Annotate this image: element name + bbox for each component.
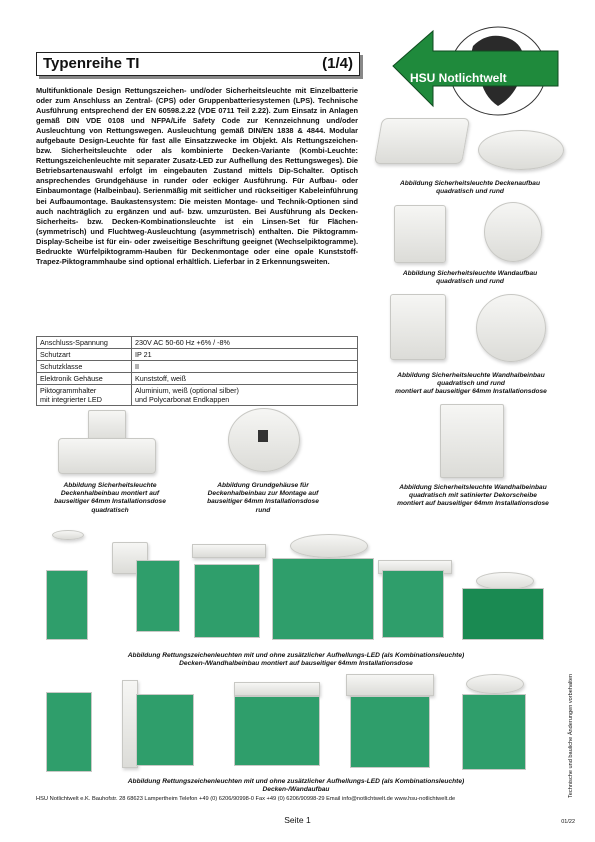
sign-row-1 bbox=[36, 530, 556, 650]
caption-ceiling-surface: Abbildung Sicherheitsleuchte Deckenaufbau quadratisch und rund bbox=[400, 180, 540, 196]
exit-sign bbox=[234, 696, 320, 766]
logo-text: HSU Notlichtwelt bbox=[410, 71, 507, 85]
product-ceiling-semi-square bbox=[58, 438, 156, 474]
exit-sign bbox=[46, 570, 88, 640]
spec-table bbox=[36, 336, 358, 406]
spec-value: Aluminium, weiß (optional silber) und Polycarbonat Endkappen bbox=[132, 385, 358, 406]
product-ceiling-round bbox=[478, 130, 564, 170]
ceiling-mount bbox=[466, 674, 524, 694]
spec-key: Anschluss-Spannung bbox=[37, 337, 132, 349]
intro-text: Multifunktionale Design Rettungszeichen- und/oder Sicherheitsleuchte mit Einzelbatterie oder zum Anschluss an Zentral- (CPS) oder Gruppenbatteriesystemen (LPS). Technische Ausführung entsprechend der EN 60598.2.22 (VDE 0711 Teil 2.22). Zum Einsatz in Anlagen gemäß DIN VDE 0108 und NFPA/Life Safety Code zur Kennzeichnung und/oder Ausleuchtung von Rettungswegen. Ausleuchtung gemäß DIN/EN 1838 & 4844. Modular aufgebaute Design-Leuchte für fast alle Einsatzzwecke im Objekt. Als Rettungszeichen- bzw. Sicherheitsleuchte oder als kombinierte Decken-Variante (Kombi-Leuchte: Rettungszeichenleuchte mit separater Zusatz-LED zur Aufhellung des Rettungsweges). Die Betriebsartenauswahl erfolgt im eingebauten Zustand mittels Dip-Schalter. Optisch ansprechendes Grundgehäuse in runder oder eckiger Ausführung. Für Aufbau- oder Einbaumontage (Halbeinbau). Serienmäßig mit seitlicher und rückseitiger Kabeleinführung bei Aufbaumontage. Baukastensystem: Die meisten Montage- und Technik-Optionen sind auch nachträglich zu ergänzen und auf- bzw. umzurüsten. Bei Ausführung als Decken-Sicherheits- bzw. Decken-Kombinationsleuchte ist ein Linsen-Set für Flächen- (symmetrisch) und Fluchtweg-Ausleuchtung (asymmetrisch) enthalten. Die Piktogramm-Display-Scheibe ist für ein- oder zweiseitige Beschriftung geeignet (Wechselpiktogramme). Bedruckte Würfelpiktogramm-Hauben für Deckenmontage oder eine opale Kunststoff-Trapez-Piktogrammhaube sind optional erhältlich. Lieferbar in 2 Erkennungsweiten. bbox=[36, 86, 358, 266]
spec-key: Elektronik Gehäuse bbox=[37, 373, 132, 385]
ceiling-mount bbox=[234, 682, 320, 696]
side-note-text: Technische und bauliche Änderungen vorbehalten bbox=[568, 673, 574, 798]
caption-base-housing: Abbildung Grundgehäuse für Deckenhalbeinbau zur Montage auf bauseitiger 64mm Installationsdose rund bbox=[207, 482, 319, 514]
product-wall-round bbox=[484, 202, 542, 262]
table-row bbox=[37, 361, 358, 373]
doc-code: 01/22 bbox=[561, 819, 575, 825]
exit-sign bbox=[272, 558, 374, 640]
exit-sign bbox=[136, 694, 194, 766]
exit-sign bbox=[382, 570, 444, 638]
exit-sign bbox=[136, 560, 180, 632]
exit-sign bbox=[46, 692, 92, 772]
ceiling-mount bbox=[290, 534, 368, 558]
company-logo bbox=[388, 16, 566, 126]
exit-sign bbox=[194, 564, 260, 638]
caption-ceiling-semi-recessed: Abbildung Sicherheitsleuchte Deckenhalbeinbau montiert auf bauseitiger 64mm Installationsdose quadratisch bbox=[54, 482, 166, 514]
table-row bbox=[37, 373, 358, 385]
base-housing-socket bbox=[258, 430, 268, 442]
table-row bbox=[37, 385, 358, 406]
caption-signs-row-1: Abbildung Rettungszeichenleuchten mit und ohne zusätzlicher Aufhellungs-LED (als Kombinationsleuchte) Decken-/Wandhalbeinbau montiert auf bauseitiger 64mm Installationsdose bbox=[127, 652, 465, 668]
caption-signs-row-2: Abbildung Rettungszeichenleuchten mit und ohne zusätzlicher Aufhellungs-LED (als Kombinationsleuchte) Decken-/Wandaufbau bbox=[127, 778, 465, 794]
spec-key: Schutzklasse bbox=[37, 361, 132, 373]
table-row bbox=[37, 349, 358, 361]
spec-value: Kunststoff, weiß bbox=[132, 373, 358, 385]
product-wall-semi-satin bbox=[440, 404, 504, 478]
spec-value: 230V AC 50-60 Hz +6% / -8% bbox=[132, 337, 358, 349]
caption-wall-semi-recessed: Abbildung Sicherheitsleuchte Wandhalbeinbau quadratisch und rund montiert auf bauseitiger 64mm Installationsdose bbox=[395, 372, 547, 396]
page-number: Seite 1 bbox=[284, 815, 311, 825]
exit-sign bbox=[350, 696, 430, 768]
sign-row-2 bbox=[36, 668, 556, 776]
product-wall-square bbox=[394, 205, 446, 263]
product-wall-semi-round bbox=[476, 294, 546, 362]
product-ceiling-square bbox=[374, 118, 470, 164]
exit-sign bbox=[462, 588, 544, 640]
caption-wall-semi-satin: Abbildung Sicherheitsleuchte Wandhalbeinbau quadratisch mit satinierter Dekorscheibe montiert auf bauseitiger 64mm Installationsdose bbox=[397, 484, 549, 508]
side-note bbox=[566, 640, 576, 800]
page-indicator: (1/4) bbox=[322, 55, 353, 72]
title-box bbox=[36, 52, 360, 76]
spec-value: II bbox=[132, 361, 358, 373]
spec-key: Piktogrammhalter mit integrierter LED bbox=[37, 385, 132, 406]
table-row bbox=[37, 337, 358, 349]
ceiling-mount bbox=[346, 674, 434, 696]
spec-key: Schutzart bbox=[37, 349, 132, 361]
ceiling-mount bbox=[192, 544, 266, 558]
caption-wall-surface: Abbildung Sicherheitsleuchte Wandaufbau quadratisch und rund bbox=[402, 270, 538, 286]
exit-sign bbox=[462, 694, 526, 770]
spec-value: IP 21 bbox=[132, 349, 358, 361]
footer-contact: HSU Notlichtwelt e.K. Bauhofstr. 28 68623 Lampertheim Telefon +49 (0) 6206/90998-0 Fax +49 (0) 6206/90998-29 Email info@notlichtwelt.de www.hsu-notlichtwelt.de bbox=[36, 796, 456, 802]
page-title: Typenreihe TI bbox=[43, 55, 140, 72]
ceiling-mount bbox=[52, 530, 84, 540]
product-wall-semi-square bbox=[390, 294, 446, 360]
